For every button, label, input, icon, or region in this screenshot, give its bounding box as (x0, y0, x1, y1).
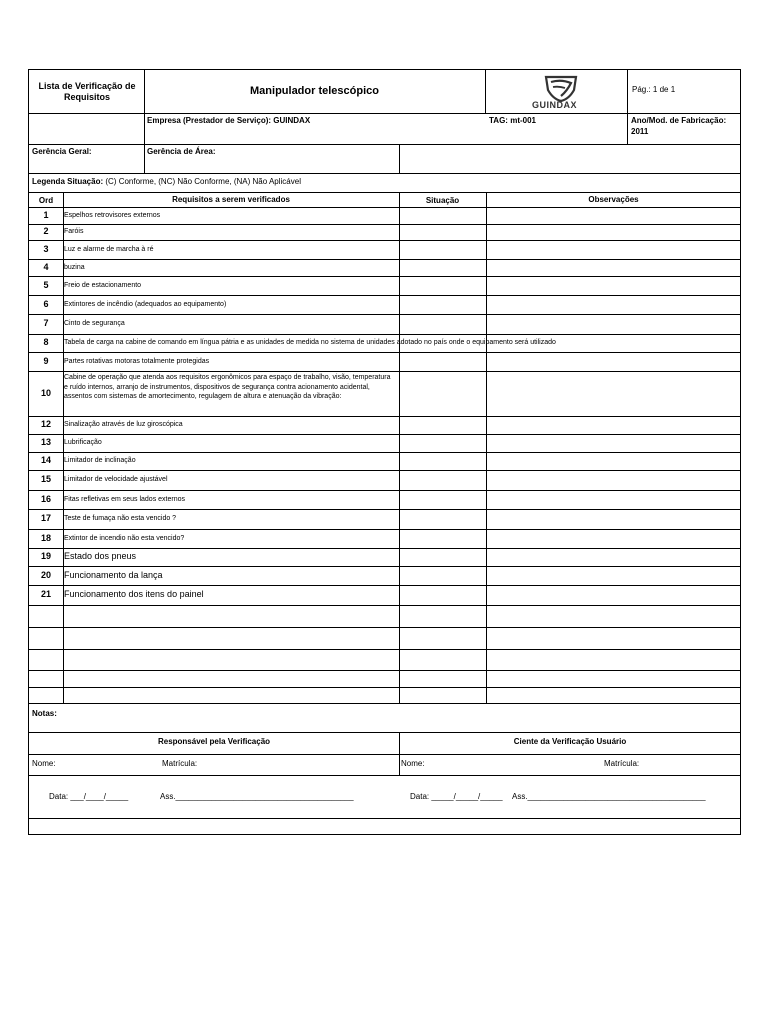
situacao-cell[interactable] (400, 353, 485, 371)
empresa-label-text: Empresa (Prestador de Serviço): (147, 116, 272, 125)
tag-value: mt-001 (510, 116, 536, 125)
situacao-cell[interactable] (400, 549, 485, 566)
row-ord: 21 (40, 589, 51, 599)
empresa-label (147, 116, 310, 125)
gerencia-geral-label: Gerência Geral: (32, 147, 92, 156)
column-header-situacao: Situação (425, 196, 460, 205)
right-matricula-label: Matrícula: (604, 759, 640, 768)
empresa-value: GUINDAX (273, 116, 311, 125)
row-requirement: Extintores de incêndio (adequados ao equipamento) (64, 300, 227, 308)
empty-table-row[interactable] (29, 628, 741, 649)
observacoes-cell[interactable] (487, 417, 740, 434)
row-ord: 4 (43, 261, 49, 272)
observacoes-cell[interactable] (487, 335, 740, 352)
row-requirement: Funcionamento da lança (64, 569, 163, 580)
row-ord: 9 (43, 355, 49, 366)
row-ord: 18 (40, 532, 51, 543)
situacao-cell[interactable] (400, 435, 485, 452)
row-ord: 1 (43, 209, 49, 220)
observacoes-cell[interactable] (487, 372, 740, 416)
row-requirement: Partes rotativas motoras totalmente protegidas (64, 357, 210, 365)
situacao-cell[interactable] (400, 277, 485, 295)
empty-table-row[interactable] (29, 606, 741, 627)
row-ord: 6 (43, 298, 49, 309)
situacao-cell[interactable] (400, 208, 485, 224)
row-requirement: Faróis (64, 228, 84, 235)
observacoes-cell[interactable] (487, 549, 740, 566)
row-requirement: Extintor de incendio não esta vencido? (64, 534, 185, 542)
row-requirement: Limitador de velocidade ajustável (64, 476, 168, 483)
observacoes-cell[interactable] (487, 353, 740, 371)
row-ord: 19 (40, 551, 51, 561)
responsavel-title: Responsável pela Verificação (157, 737, 271, 746)
row-ord: 17 (40, 513, 51, 523)
row-ord: 8 (43, 337, 49, 347)
row-requirement: Limitador de inclinação (64, 457, 136, 464)
document-title: Manipulador telescópico (250, 85, 379, 97)
row-ord: 12 (40, 419, 51, 429)
page-number: Pág.: 1 de 1 (632, 85, 676, 94)
observacoes-cell[interactable] (487, 296, 740, 314)
row-ord: 20 (40, 569, 51, 580)
situacao-cell[interactable] (400, 335, 485, 352)
row-requirement: Fitas refletivas em seus lados externos (64, 495, 185, 503)
situacao-cell[interactable] (400, 417, 485, 434)
observacoes-cell[interactable] (487, 567, 740, 585)
row-requirement: Cabine de operação que atenda aos requisitos ergonômicos para espaço de trabalho, visão, temperatura e ruído internos, arranjo de instrumentos, dispositivos de segurança contra acionamento acidental, assentos com sistemas de amortecimento, regulagem de altura e atenuação da vibração: (64, 374, 391, 400)
notes-label: Notas: (32, 709, 57, 718)
right-signature-line[interactable]: Ass.________________________________________ (512, 792, 706, 801)
row-requirement: Sinalização através de luz giroscópica (64, 421, 183, 428)
gerencia-area-label: Gerência de Área: (147, 147, 216, 156)
observacoes-cell[interactable] (487, 435, 740, 452)
row-requirement: Cinto de segurança (64, 320, 125, 327)
situacao-cell[interactable] (400, 471, 485, 490)
observacoes-cell[interactable] (487, 471, 740, 490)
observacoes-cell[interactable] (487, 225, 740, 240)
left-signature-line[interactable]: Ass.________________________________________ (160, 792, 354, 801)
situacao-cell[interactable] (400, 225, 485, 240)
situacao-cell[interactable] (400, 510, 485, 529)
right-data-line[interactable]: Data: _____/_____/_____ (410, 792, 503, 801)
column-header-observacoes: Observações (588, 195, 639, 204)
row-requirement: Estado dos pneus (64, 551, 137, 561)
observacoes-cell[interactable] (487, 315, 740, 334)
ciente-title: Ciente da Verificação Usuário (513, 737, 627, 746)
row-ord: 2 (43, 226, 49, 236)
tag-field (489, 116, 536, 125)
row-requirement: buzina (64, 263, 85, 271)
row-requirement: Tabela de carga na cabine de comando em língua pátria e as unidades de medida no sistema de unidades adotado no país onde o equipamento será utilizado (64, 339, 556, 346)
column-header-ord: Ord (38, 196, 54, 205)
column-header-requisitos: Requisitos a serem verificados (172, 195, 290, 204)
empty-table-row[interactable] (29, 688, 741, 703)
situacao-cell[interactable] (400, 296, 485, 314)
left-data-line[interactable]: Data: ___/____/_____ (49, 792, 129, 801)
situacao-cell[interactable] (400, 241, 485, 259)
ano-label: Ano/Mod. de Fabricação: (631, 116, 727, 125)
situacao-cell[interactable] (400, 260, 485, 276)
observacoes-cell[interactable] (487, 510, 740, 529)
row-ord: 3 (43, 243, 49, 254)
row-requirement: Lubrificação (64, 439, 102, 446)
row-ord: 5 (43, 279, 49, 290)
tag-label: TAG: (489, 116, 508, 125)
observacoes-cell[interactable] (487, 530, 740, 548)
observacoes-cell[interactable] (487, 491, 740, 509)
row-requirement: Luz e alarme de marcha à ré (64, 245, 154, 253)
observacoes-cell[interactable] (487, 241, 740, 259)
row-requirement: Freio de estacionamento (64, 281, 142, 289)
checklist-sheet (28, 69, 741, 835)
observacoes-cell[interactable] (487, 208, 740, 224)
ano-value: 2011 (631, 127, 649, 136)
situacao-cell[interactable] (400, 453, 485, 470)
row-ord: 13 (40, 437, 51, 447)
row-ord: 10 (40, 387, 51, 398)
left-matricula-label: Matrícula: (162, 759, 198, 768)
observacoes-cell[interactable] (487, 277, 740, 295)
observacoes-cell[interactable] (487, 586, 740, 605)
situacao-cell[interactable] (400, 567, 485, 585)
empty-table-row[interactable] (29, 650, 741, 670)
situacao-cell[interactable] (400, 372, 485, 416)
observacoes-cell[interactable] (487, 453, 740, 470)
row-requirement: Espelhos retrovisores externos (64, 211, 161, 219)
situacao-cell[interactable] (400, 315, 485, 334)
legend (32, 177, 301, 186)
right-nome-label: Nome: (401, 759, 425, 768)
situacao-cell[interactable] (400, 530, 485, 548)
row-ord: 7 (43, 318, 49, 328)
observacoes-cell[interactable] (487, 260, 740, 276)
legend-text: (C) Conforme, (NC) Não Conforme, (NA) Não Aplicável (105, 177, 301, 186)
row-ord: 14 (40, 455, 51, 465)
row-ord: 16 (40, 493, 51, 504)
situacao-cell[interactable] (400, 491, 485, 509)
row-ord: 15 (40, 474, 51, 484)
guindax-logo-text: GUINDAX (532, 100, 578, 110)
doc-type-label: Lista de Verificação de Requisitos (38, 81, 136, 102)
legend-label: Legenda Situação: (32, 177, 104, 186)
row-requirement: Teste de fumaça não esta vencido ? (64, 515, 177, 522)
left-nome-label: Nome: (32, 759, 56, 768)
empty-table-row[interactable] (29, 671, 741, 687)
row-requirement: Funcionamento dos itens do painel (64, 589, 204, 599)
situacao-cell[interactable] (400, 586, 485, 605)
